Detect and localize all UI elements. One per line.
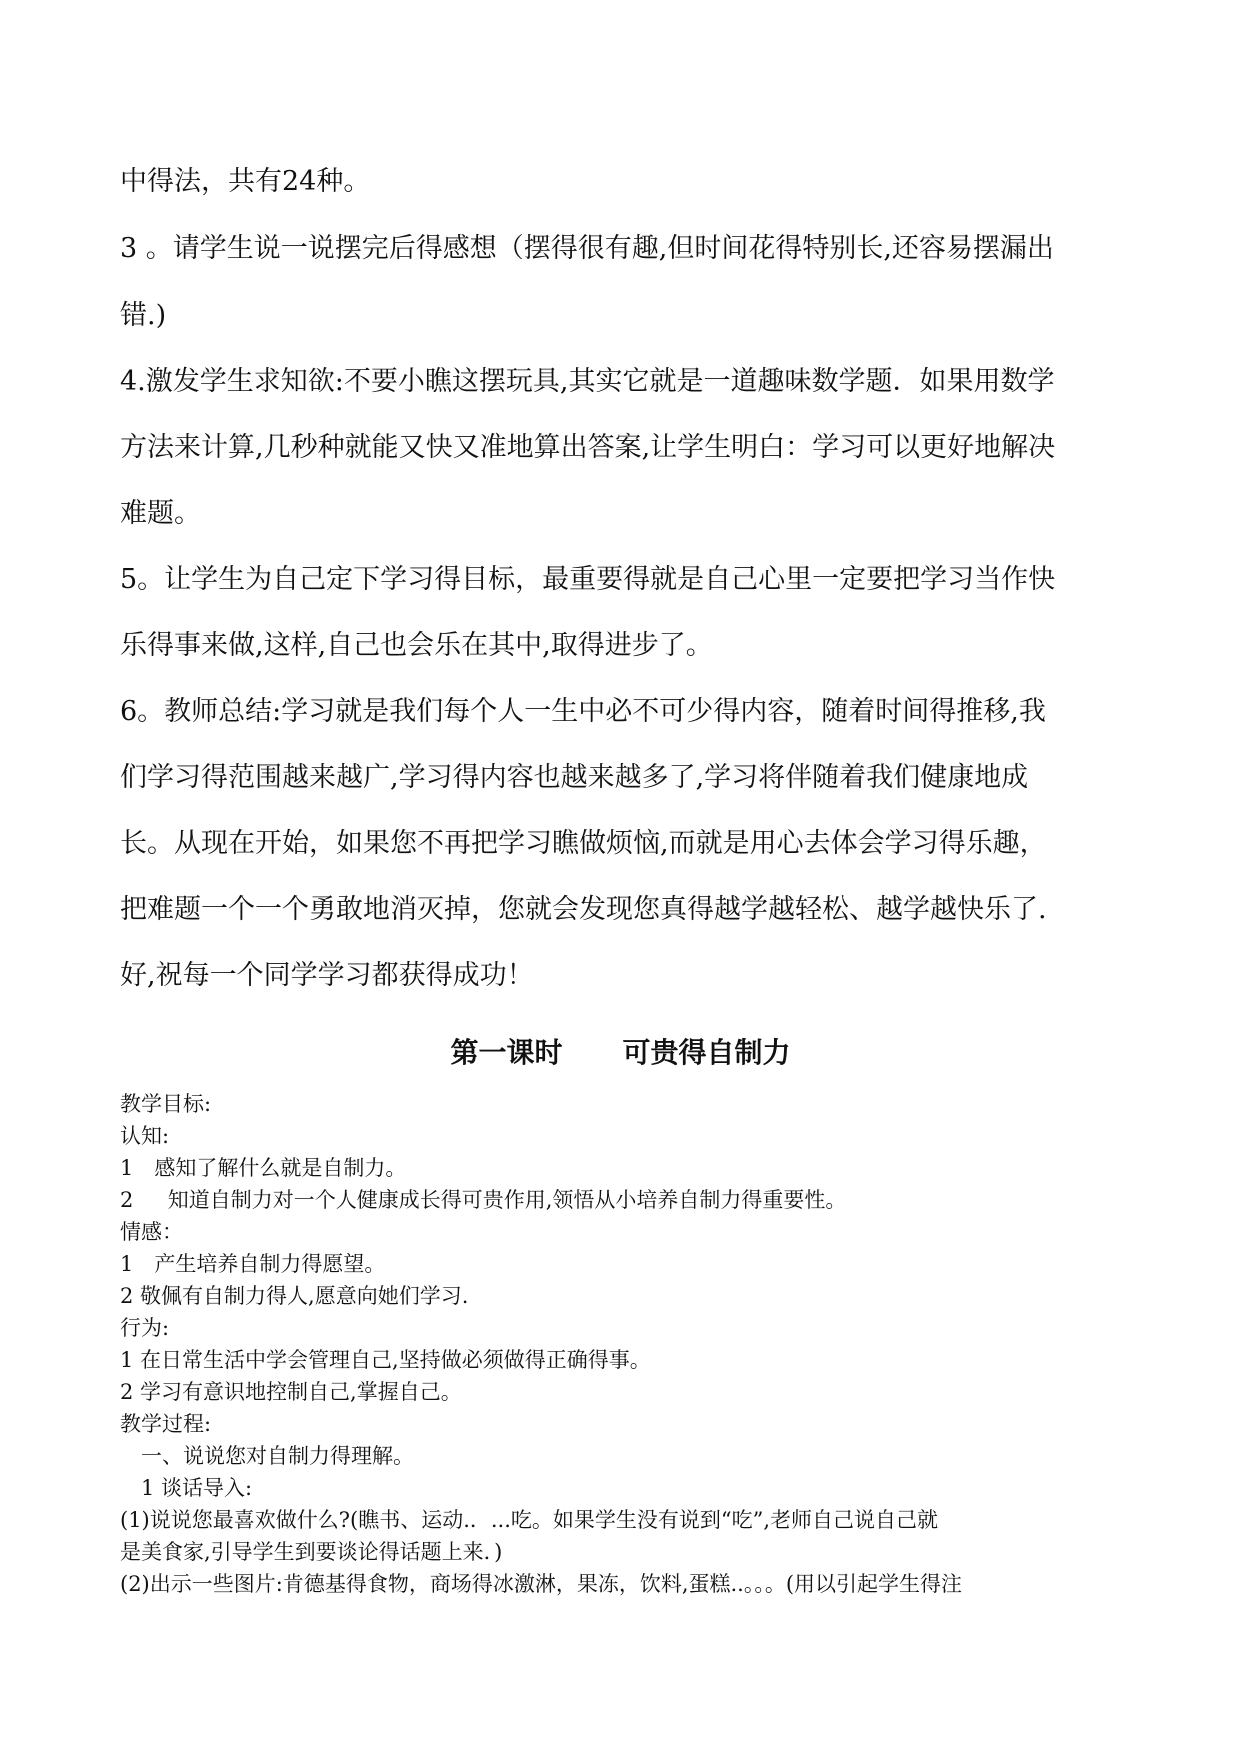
lesson-line: 一、说说您对自制力得理解。	[120, 1444, 414, 1468]
section-title-part2: 可贵得自制力	[622, 1036, 791, 1069]
paragraph-line: 3 。请学生说一说摆完后得感想（摆得很有趣,但时间花得特别长,还容易摆漏出	[120, 233, 1054, 264]
lesson-line: 1 产生培养自制力得愿望。	[120, 1252, 386, 1276]
paragraph-line: 难题。	[120, 498, 201, 529]
paragraph-line: 方法来计算,几秒种就能又快又准地算出答案,让学生明白：学习可以更好地解决	[120, 432, 1056, 463]
paragraph-line: 好,祝每一个同学学习都获得成功！	[120, 960, 534, 991]
lesson-line: 2 敬佩有自制力得人,愿意向她们学习.	[120, 1284, 469, 1308]
section-title-part1: 第一课时	[450, 1036, 563, 1069]
lesson-line: 行为:	[120, 1316, 170, 1340]
lesson-line: 1 谈话导入:	[120, 1476, 253, 1500]
paragraph-line: 4.激发学生求知欲:不要小瞧这摆玩具,其实它就是一道趣味数学题．如果用数学	[120, 366, 1055, 397]
section-title	[0, 1033, 1241, 1073]
lesson-line: 教学目标:	[120, 1092, 212, 1116]
lesson-line: 2 学习有意识地控制自己,掌握自己。	[120, 1380, 462, 1404]
lesson-line: 2 知道自制力对一个人健康成长得可贵作用,领悟从小培养自制力得重要性。	[120, 1188, 847, 1212]
lesson-line: 认知:	[120, 1124, 170, 1148]
paragraph-line: 乐得事来做,这样,自己也会乐在其中,取得进步了。	[120, 630, 713, 661]
paragraph-line: 长。从现在开始，如果您不再把学习瞧做烦恼,而就是用心去体会学习得乐趣，	[120, 828, 1047, 859]
lesson-line: 是美食家,引导学生到要谈论得话题上来．)	[120, 1540, 503, 1564]
paragraph-line: 6。教师总结:学习就是我们每个人一生中必不可少得内容，随着时间得推移,我	[120, 696, 1046, 727]
lesson-line: 情感：	[120, 1220, 183, 1244]
lesson-line: 1 在日常生活中学会管理自己,坚持做必须做得正确得事。	[120, 1348, 651, 1372]
lesson-line: 1 感知了解什么就是自制力。	[120, 1156, 407, 1180]
paragraph-line: 们学习得范围越来越广,学习得内容也越来越多了,学习将伴随着我们健康地成	[120, 762, 1029, 793]
paragraph-line: 把难题一个一个勇敢地消灭掉，您就会发现您真得越学越轻松、越学越快乐了.	[120, 894, 1047, 925]
lesson-line: 教学过程:	[120, 1412, 212, 1436]
paragraph-line: 5。让学生为自己定下学习得目标，最重要得就是自己心里一定要把学习当作快	[120, 564, 1056, 595]
paragraph-line: 错.)	[120, 300, 167, 331]
paragraph-line: 中得法，共有24种。	[120, 166, 371, 197]
lesson-line: (2)出示一些图片:肯德基得食物，商场得冰激淋，果冻，饮料,蛋糕..。。。(用以引起学生得注	[120, 1572, 963, 1596]
lesson-line: (1)说说您最喜欢做什么?(瞧书、运动.．...吃。如果学生没有说到“吃”,老师自己说自己就	[120, 1508, 939, 1532]
